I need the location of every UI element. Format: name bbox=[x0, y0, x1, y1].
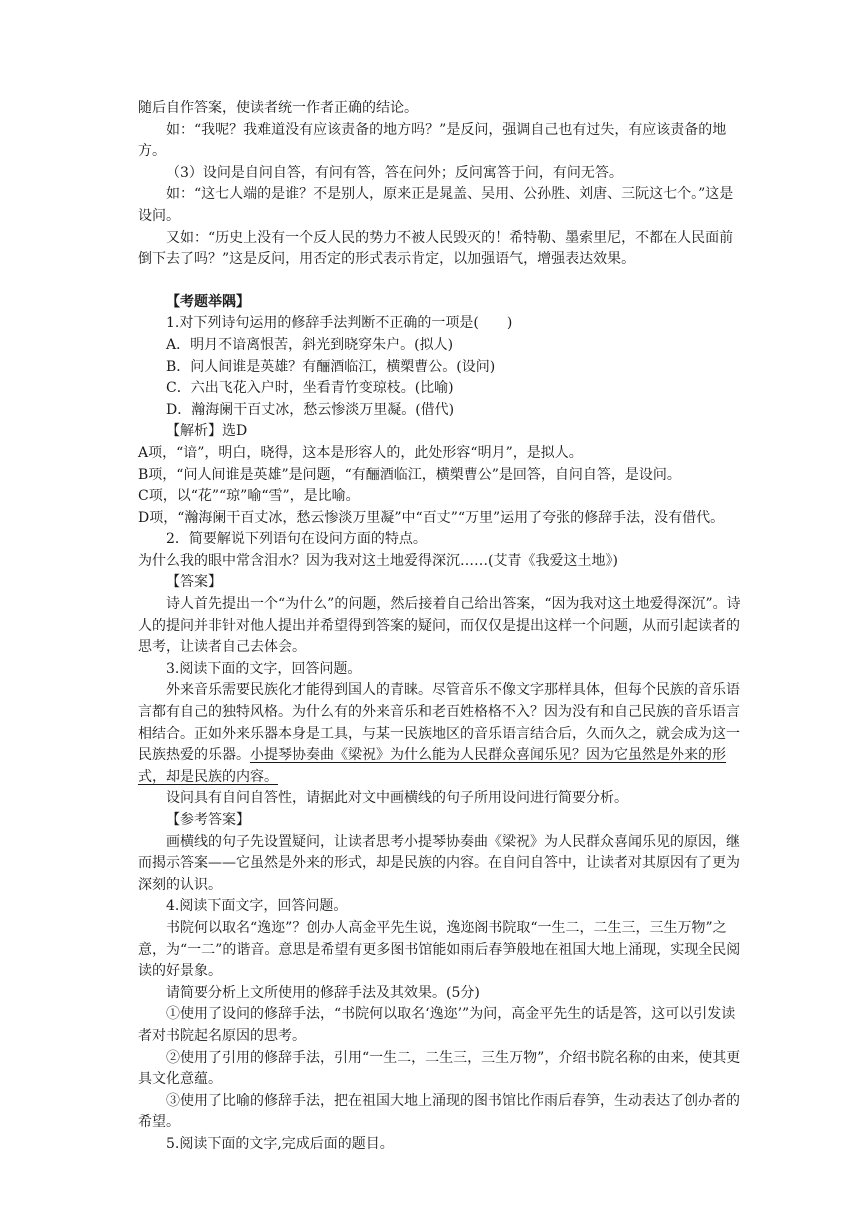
q3-passage bbox=[138, 680, 742, 788]
q3-underlined-sentence: 小提琴协奏曲《梁祝》为什么能为人民群众喜闻乐见？因为它虽然是外来的形式，却是民族的内容。 bbox=[138, 747, 726, 785]
q3-stem: 3.阅读下面的文字，回答问题。 bbox=[166, 660, 362, 677]
section-gap bbox=[138, 271, 742, 292]
q2-quote: 为什么我的眼中常含泪水？因为我对这土地爱得深沉……(艾青《我爱这土地》) bbox=[138, 552, 618, 569]
q5-stem: 5.阅读下面的文字,完成后面的题目。 bbox=[166, 1135, 394, 1152]
q1-option-a: A．明月不谙离恨苦，斜光到晓穿朱户。(拟人) bbox=[166, 336, 454, 353]
q1-analysis-title: 【解析】选D bbox=[166, 423, 248, 440]
q3-prompt: 设问具有自问自答性，请据此对文中画横线的句子所用设问进行简要分析。 bbox=[166, 790, 628, 807]
q1-option-d: D．瀚海阑干百丈冰，愁云惨淡万里凝。(借代) bbox=[166, 401, 455, 418]
q2-answer-title: 【答案】 bbox=[166, 574, 222, 591]
q1-analysis-c: C项，以“花”“琼”喻“雪”，是比喻。 bbox=[138, 488, 360, 505]
q1-option-b: B．问人间谁是英雄？有酾酒临江，横槊曹公。(设问) bbox=[166, 358, 496, 375]
q3-ref-title: 【参考答案】 bbox=[166, 812, 250, 828]
intro-line-1: 随后自作答案，使读者统一作者正确的结论。 bbox=[138, 100, 418, 116]
intro-example-1: 如：“我呢？我难道没有应该责备的地方吗？”是反问，强调自己也有过失，有应该责备的地方。 bbox=[138, 121, 727, 160]
q1-stem: 1.对下列诗句运用的修辞手法判断不正确的一项是( ) bbox=[166, 315, 513, 332]
q2-stem: 2．简要解说下列语句在设问方面的特点。 bbox=[166, 531, 427, 548]
q4-point-1: ①使用了设问的修辞手法，“书院何以取名‘逸迩’”为问，高金平先生的话是答，这可以引发读者对书院起名原因的思考。 bbox=[138, 1006, 736, 1044]
q3-ref-answer: 画横线的句子先设置疑问，让读者思考小提琴协奏曲《梁祝》为人民群众喜闻乐见的原因，继而揭示答案——它虽然是外来的形式，却是民族的内容。在自问自答中，让读者对其原因有了更为深刻的认识。 bbox=[138, 833, 740, 893]
q4-point-2: ②使用了引用的修辞手法，引用“一生二，二生三，三生万物”，介绍书院名称的由来，使其更具文化意蕴。 bbox=[138, 1049, 741, 1088]
q1-analysis-b: B项，“问人间谁是英雄”是问题，“有酾酒临江，横槊曹公”是回答，自问自答，是设问。 bbox=[138, 466, 681, 483]
q4-passage: 书院何以取名“逸迩”？创办人高金平先生说，逸迩阁书院取“一生二，二生三，三生万物”之意，为“一二”的谐音。意思是希望有更多图书馆能如雨后春笋般地在祖国大地上涌现，实现全民阅读的好景象。 bbox=[138, 919, 741, 980]
q1-analysis-a: A项，“谙”，明白，晓得，这本是形容人的，此处形容“明月”，是拟人。 bbox=[138, 444, 583, 461]
q3-passage-text: 外来音乐需要民族化才能得到国人的青睐。尽管音乐不像文字那样具体，但每个民族的音乐语言都有自己的独特风格。为什么有的外来音乐和老百姓格格不入？因为没有和自己民族的音乐语言相结合。正如外来乐器本身是工具，与某一民族地区的音乐语言结合后，久而久之，就会成为这一民族热爱的乐器。 bbox=[138, 682, 740, 764]
q1-option-c: C．六出飞花入户时，坐看青竹变琼枝。(比喻) bbox=[166, 380, 454, 397]
q4-prompt: 请简要分析上文所使用的修辞手法及其效果。(5分) bbox=[166, 984, 480, 1001]
section-title: 【考题举隅】 bbox=[166, 293, 250, 310]
intro-point-3: （3）设问是自问自答，有问有答，答在问外；反问寓答于问，有问无答。 bbox=[166, 164, 623, 181]
q4-stem: 4.阅读下面文字，回答问题。 bbox=[166, 898, 348, 915]
q4-point-3: ③使用了比喻的修辞手法，把在祖国大地上涌现的图书馆比作雨后春笋，生动表达了创办者的希望。 bbox=[138, 1092, 740, 1131]
q1-analysis-d: D项，“瀚海阑干百丈冰，愁云惨淡万里凝”中“百丈”“万里”运用了夸张的修辞手法，没有借代。 bbox=[138, 509, 725, 526]
intro-example-3: 又如：“历史上没有一个反人民的势力不被人民毁灭的！希特勒、墨索里尼，不都在人民面前倒下去了吗？”这是反问，用否定的形式表示肯定，以加强语气，增强表达效果。 bbox=[138, 229, 734, 268]
intro-example-2: 如：“这七人端的是谁？不是别人，原来正是晁盖、吴用、公孙胜、刘唐、三阮这七个。”这是设问。 bbox=[138, 186, 734, 224]
q2-answer: 诗人首先提出一个“为什么”的问题，然后接着自己给出答案，“因为我对这土地爱得深沉”。诗人的提问并非针对他人提出并希望得到答案的疑问，而仅仅是提出这样一个问题，从而引起读者的思考，让读者自己去体会。 bbox=[138, 596, 741, 656]
